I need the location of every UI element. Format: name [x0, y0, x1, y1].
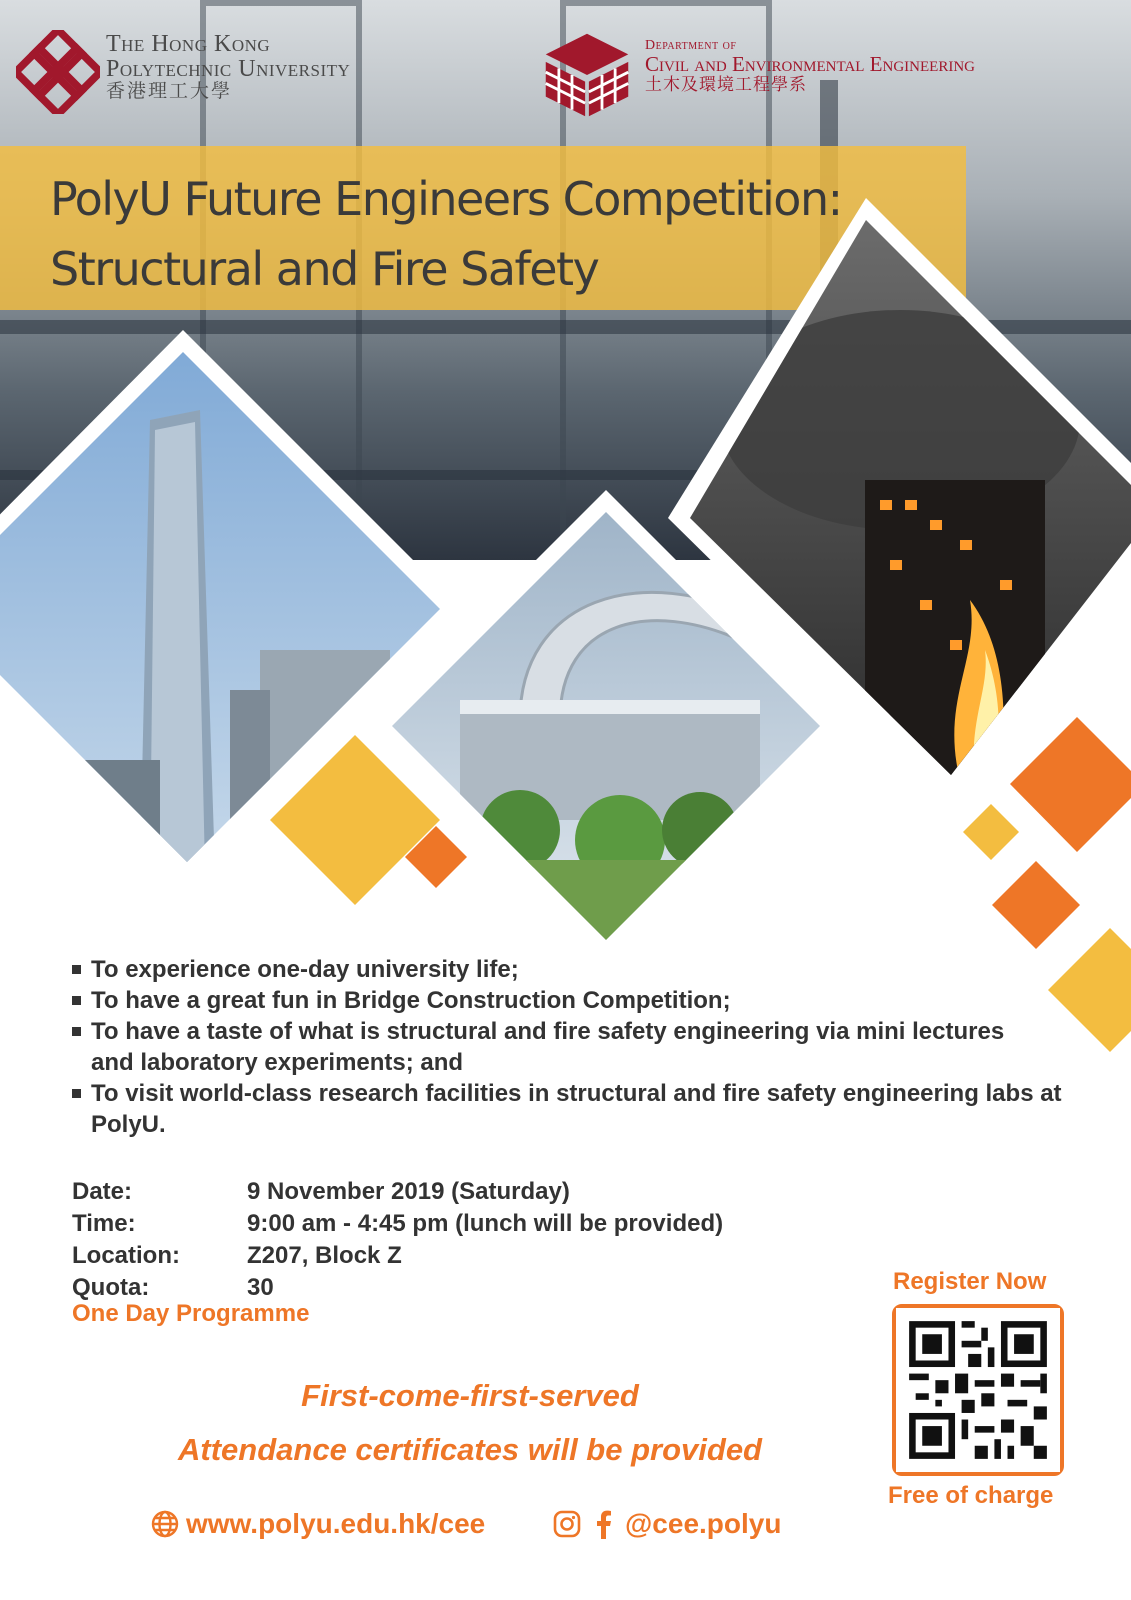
- certificate-text: Attendance certificates will be provided: [178, 1432, 762, 1467]
- date-label: Date:: [72, 1178, 133, 1205]
- quota-value: 30: [247, 1274, 274, 1301]
- list-item: [72, 985, 1072, 1016]
- location-value: Z207, Block Z: [247, 1242, 402, 1269]
- dept-line2: Civil and Environmental Engineering: [645, 52, 975, 77]
- bullet-text: To have a taste of what is structural and fire safety engineering via mini lectures and laboratory experiments; and: [91, 1018, 1005, 1076]
- polyu-name-chinese: 香港理工大學: [106, 80, 233, 103]
- list-item: [72, 1016, 1011, 1078]
- website-text: www.polyu.edu.hk/cee: [186, 1508, 486, 1539]
- title-line1: PolyU Future Engineers Competition:: [50, 172, 842, 226]
- time-row: [72, 1208, 723, 1240]
- first-come-text: First-come-first-served: [301, 1378, 639, 1413]
- time-value: 9:00 am - 4:45 pm (lunch will be provided): [247, 1210, 724, 1237]
- deco-square-orange-right-top: [1010, 717, 1131, 852]
- dept-line1: Department of: [645, 38, 737, 53]
- facebook-icon[interactable]: [595, 1509, 613, 1539]
- quota-label: Quota:: [72, 1274, 150, 1301]
- location-label: Location:: [72, 1242, 180, 1269]
- title-line2: Structural and Fire Safety: [50, 242, 599, 296]
- registration-qr-code[interactable]: [892, 1304, 1064, 1476]
- globe-icon: [150, 1509, 180, 1539]
- time-label: Time:: [72, 1210, 136, 1237]
- event-details: [72, 1176, 723, 1304]
- deco-square-orange-right-mid: [992, 861, 1080, 949]
- list-item: [72, 1078, 1071, 1140]
- date-value: 9 November 2019 (Saturday): [247, 1178, 570, 1205]
- programme-label: One Day Programme: [72, 1300, 310, 1327]
- bullet-text: To visit world-class research facilities in structural and fire safety engineering labs at PolyU.: [91, 1080, 1062, 1138]
- location-row: [72, 1240, 723, 1272]
- free-of-charge-label: Free of charge: [888, 1482, 1054, 1509]
- qr-code-icon: [896, 1308, 1060, 1472]
- date-row: [72, 1176, 723, 1208]
- website-link[interactable]: [150, 1508, 485, 1540]
- objectives-list: [72, 954, 1072, 1140]
- social-link[interactable]: [553, 1508, 781, 1540]
- social-handle-text: @cee.polyu: [625, 1508, 782, 1539]
- bullet-text: To have a great fun in Bridge Construction Competition;: [91, 987, 731, 1014]
- register-now-label: Register Now: [893, 1268, 1047, 1295]
- instagram-icon[interactable]: [553, 1510, 581, 1538]
- list-item: [72, 954, 1072, 985]
- bullet-text: To experience one-day university life;: [91, 956, 519, 983]
- polyu-name-line1: The Hong Kong: [106, 31, 271, 57]
- deco-square-yellow-right: [963, 804, 1019, 860]
- dept-chinese: 土木及環境工程學系: [645, 75, 807, 96]
- polyu-name-line2: Polytechnic University: [106, 56, 351, 83]
